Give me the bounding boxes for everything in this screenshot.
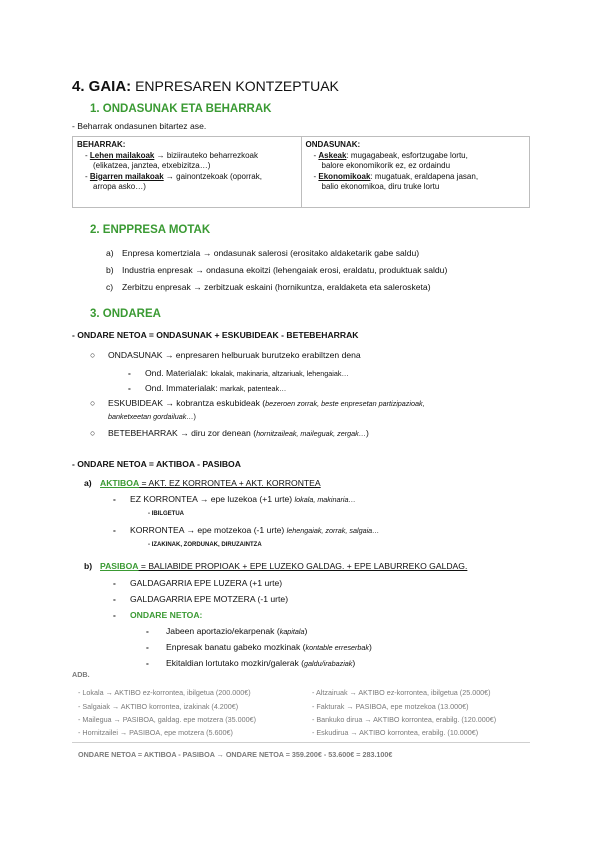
adb-label: ADB. (72, 670, 90, 679)
ibilgetua-label: - IBILGETUA (148, 511, 184, 517)
marker-a: a) (106, 248, 114, 258)
aktiboa-formula: AKTIBOA = AKT. EZ KORRONTEA + AKT. KORRONTEA (100, 478, 321, 488)
example-item: - Salgaiak → AKTIBO korrontea, izakinak (4.200€) (78, 702, 239, 711)
circle-bullet-icon: ○ (90, 428, 96, 438)
example-item: - Altzairuak → AKTIBO ez-korrontea, ibilgetua (25.000€) (312, 688, 491, 697)
section-1-intro: - Beharrak ondasunen bitartez ase. (72, 121, 207, 131)
dash-bullet: - (113, 610, 116, 620)
needs-goods-table (72, 136, 530, 208)
section-1-heading: 1. ONDASUNAK ETA BEHARRAK (90, 103, 272, 115)
beharrak-cell: BEHARRAK: - Lehen mailakoak → biziirauteko beharrezkoak (elikatzea, janztea, etxebizitza…) - Bigarren mailakoak → gainontzekoak (oporrak, arropa asko…) (73, 137, 302, 208)
circle-bullet-icon: ○ (90, 350, 96, 360)
marker-a-aktiboa: a) (84, 478, 92, 488)
korrontea-line: KORRONTEA → epe motzekoa (-1 urte) lehengaiak, zorrak, salgaia… (130, 525, 380, 535)
divider (72, 742, 530, 743)
enterprise-type-item: Industria enpresak → ondasuna ekoitzi (lehengaiak erosi, eraldatu, produktuak saldu) (122, 265, 448, 275)
dash-bullet: - (146, 642, 149, 652)
ondasunak-line: ONDASUNAK → enpresaren helburuak burutzeko erabiltzen dena (108, 350, 361, 360)
eskubideak-line: ESKUBIDEAK → kobrantza eskubideak (bezeroen zorrak, beste enpresetan partizipazioak, (108, 398, 425, 408)
galdagarria-luzera: GALDAGARRIA EPE LUZERA (+1 urte) (130, 578, 283, 588)
example-item: - Lokala → AKTIBO ez-korrontea, ibilgetua (200.000€) (78, 688, 251, 697)
dash-bullet: - (146, 626, 149, 636)
enterprise-type-item: Zerbitzu enpresak → zerbitzuak eskaini (hornikuntza, eraldaketa eta salerosketa) (122, 282, 431, 292)
enterprise-type-item: Enpresa komertziala → ondasunak salerosi (erositako aldaketarik gabe saldu) (122, 248, 420, 258)
example-item: - Mailegua → PASIBOA, galdag. epe motzera (35.000€) (78, 715, 257, 724)
dash-bullet: - (146, 658, 149, 668)
marker-c: c) (106, 282, 114, 292)
circle-bullet-icon: ○ (90, 398, 96, 408)
dash-bullet: - (113, 525, 116, 535)
immaterial-goods-line: Ond. Immaterialak: markak, patenteak… (145, 383, 287, 393)
dash-bullet: - (128, 383, 131, 393)
dash-bullet: - (113, 578, 116, 588)
section-2-heading: 2. ENPPRESA MOTAK (90, 224, 211, 236)
ondare-netoa-item: Enpresak banatu gabeko mozkinak (kontable erreserbak) (166, 642, 372, 652)
section-3-heading: 3. ONDAREA (90, 308, 161, 320)
formula-ondare-1: - ONDARE NETOA = ONDASUNAK + ESKUBIDEAK - BETEBEHARRAK (72, 330, 359, 340)
example-item: - Eskudirua → AKTIBO korrontea, erabilg. (10.000€) (312, 728, 479, 737)
dash-bullet: - (113, 494, 116, 504)
marker-b: b) (106, 265, 114, 275)
marker-b-pasiboa: b) (84, 561, 93, 571)
ondare-netoa-heading: ONDARE NETOA: (130, 610, 203, 620)
example-item: - Bankuko dirua → AKTIBO korrontea, erabilg. (120.000€) (312, 715, 497, 724)
example-item: - Fakturak → PASIBOA, epe motzekoa (13.000€) (312, 702, 469, 711)
galdagarria-motzera: GALDAGARRIA EPE MOTZERA (-1 urte) (130, 594, 289, 604)
eskubideak-line-2: banketxeetan gordailuak…) (108, 412, 196, 421)
ondare-netoa-item: Ekitaldian lortutako mozkin/galerak (galdu/irabaziak) (166, 658, 356, 668)
example-item: - Hornitzailei → PASIBOA, epe motzera (5.600€) (78, 728, 233, 737)
betebeharrak-line: BETEBEHARRAK → diru zor denean (hornitzaileak, maileguak, zergak…) (108, 428, 369, 438)
dash-bullet: - (128, 368, 131, 378)
ondare-netoa-item: Jabeen aportazio/ekarpenak (kapitala) (166, 626, 308, 636)
izakinak-label: - IZAKINAK, ZORDUNAK, DIRUZAINTZA (148, 542, 262, 548)
ondasunak-cell: ONDASUNAK: - Askeak: mugagabeak, esfortzugabe lortu, balore ekonomikorik ez, ez ordaindu - Ekonomikoak: mugatuak, eraldapena jasan, balio ekonomikoa, diru truke lortu (301, 137, 530, 208)
page-title: 4. GAIA: ENPRESAREN KONTZEPTUAK (72, 78, 339, 95)
ondare-netoa-total: ONDARE NETOA = AKTIBOA - PASIBOA → ONDARE NETOA = 359.200€ - 53.600€ = 283.100€ (78, 750, 393, 759)
pasiboa-formula: PASIBOA = BALIABIDE PROPIOAK + EPE LUZEKO GALDAG. + EPE LABURREKO GALDAG. (100, 561, 468, 571)
ez-korrontea-line: EZ KORRONTEA → epe luzekoa (+1 urte) lokala, makinaria… (130, 494, 356, 504)
material-goods-line: Ond. Materialak: lokalak, makinaria, altzariuak, lehengaiak… (145, 368, 349, 378)
formula-ondare-2: - ONDARE NETOA = AKTIBOA - PASIBOA (72, 459, 241, 469)
dash-bullet: - (113, 594, 116, 604)
